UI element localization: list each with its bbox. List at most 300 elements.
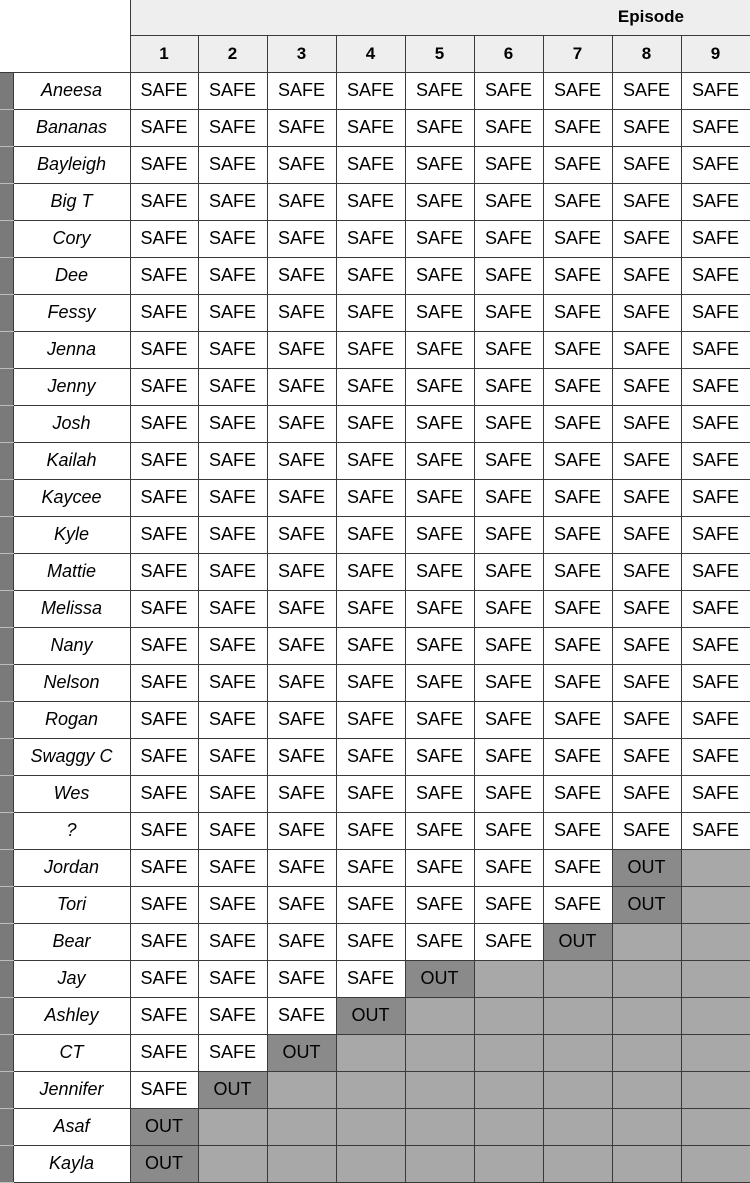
status-safe: SAFE xyxy=(474,775,543,812)
status-eliminated xyxy=(336,1145,405,1182)
status-eliminated xyxy=(336,1071,405,1108)
status-safe: SAFE xyxy=(543,183,612,220)
status-safe: SAFE xyxy=(405,516,474,553)
status-safe: SAFE xyxy=(474,220,543,257)
table-row xyxy=(0,257,750,294)
status-safe: SAFE xyxy=(336,479,405,516)
status-eliminated xyxy=(612,1108,681,1145)
status-safe: SAFE xyxy=(474,405,543,442)
status-safe: SAFE xyxy=(198,960,267,997)
status-safe: SAFE xyxy=(336,220,405,257)
status-safe: SAFE xyxy=(405,738,474,775)
contestant-color-bar xyxy=(0,627,13,664)
status-safe: SAFE xyxy=(198,738,267,775)
status-safe: SAFE xyxy=(612,146,681,183)
status-safe: SAFE xyxy=(612,812,681,849)
status-safe: SAFE xyxy=(267,812,336,849)
status-safe: SAFE xyxy=(198,775,267,812)
episode-number-7: 7 xyxy=(543,35,612,72)
status-safe: SAFE xyxy=(336,183,405,220)
table-row xyxy=(0,997,750,1034)
contestant-name: Dee xyxy=(13,257,130,294)
status-safe: SAFE xyxy=(612,627,681,664)
contestant-color-bar xyxy=(0,220,13,257)
status-safe: SAFE xyxy=(267,701,336,738)
status-safe: SAFE xyxy=(336,812,405,849)
status-safe: SAFE xyxy=(130,331,198,368)
status-safe: SAFE xyxy=(612,775,681,812)
status-safe: SAFE xyxy=(612,701,681,738)
status-eliminated xyxy=(612,1145,681,1182)
status-safe: SAFE xyxy=(336,590,405,627)
contestant-name: ? xyxy=(13,812,130,849)
status-safe: SAFE xyxy=(612,664,681,701)
status-safe: SAFE xyxy=(198,923,267,960)
contestant-color-bar xyxy=(0,775,13,812)
status-safe: SAFE xyxy=(130,183,198,220)
contestant-color-bar xyxy=(0,997,13,1034)
status-safe: SAFE xyxy=(336,923,405,960)
status-out: OUT xyxy=(612,886,681,923)
status-eliminated xyxy=(543,1034,612,1071)
episode-number-9: 9 xyxy=(681,35,750,72)
status-safe: SAFE xyxy=(198,294,267,331)
status-safe: SAFE xyxy=(543,72,612,109)
contestant-name: Asaf xyxy=(13,1108,130,1145)
status-safe: SAFE xyxy=(405,294,474,331)
status-safe: SAFE xyxy=(267,923,336,960)
status-out: OUT xyxy=(130,1145,198,1182)
status-safe: SAFE xyxy=(474,553,543,590)
contestant-color-bar xyxy=(0,405,13,442)
status-safe: SAFE xyxy=(336,886,405,923)
status-safe: SAFE xyxy=(474,516,543,553)
status-safe: SAFE xyxy=(267,368,336,405)
table-row xyxy=(0,627,750,664)
status-safe: SAFE xyxy=(267,775,336,812)
status-eliminated xyxy=(267,1108,336,1145)
status-eliminated xyxy=(198,1108,267,1145)
status-eliminated xyxy=(267,1145,336,1182)
contestant-name: Nelson xyxy=(13,664,130,701)
status-safe: SAFE xyxy=(130,701,198,738)
table-row xyxy=(0,701,750,738)
status-safe: SAFE xyxy=(130,146,198,183)
contestant-name: Josh xyxy=(13,405,130,442)
contestant-color-bar xyxy=(0,183,13,220)
status-safe: SAFE xyxy=(130,479,198,516)
table-row xyxy=(0,590,750,627)
table-row xyxy=(0,923,750,960)
status-eliminated xyxy=(681,1034,750,1071)
contestant-name: Jay xyxy=(13,960,130,997)
status-safe: SAFE xyxy=(130,294,198,331)
table-row xyxy=(0,775,750,812)
table-row xyxy=(0,72,750,109)
status-safe: SAFE xyxy=(612,479,681,516)
status-safe: SAFE xyxy=(198,997,267,1034)
contestant-color-bar xyxy=(0,1034,13,1071)
status-safe: SAFE xyxy=(198,590,267,627)
contestant-color-bar xyxy=(0,479,13,516)
status-eliminated xyxy=(474,1108,543,1145)
status-safe: SAFE xyxy=(681,627,750,664)
status-eliminated xyxy=(405,1145,474,1182)
contestant-color-bar xyxy=(0,368,13,405)
status-safe: SAFE xyxy=(474,294,543,331)
status-safe: SAFE xyxy=(130,627,198,664)
status-safe: SAFE xyxy=(267,183,336,220)
status-safe: SAFE xyxy=(336,109,405,146)
status-out: OUT xyxy=(405,960,474,997)
status-safe: SAFE xyxy=(543,886,612,923)
status-safe: SAFE xyxy=(198,220,267,257)
status-eliminated xyxy=(474,1071,543,1108)
status-safe: SAFE xyxy=(267,72,336,109)
status-safe: SAFE xyxy=(198,701,267,738)
status-eliminated xyxy=(267,1071,336,1108)
contestant-name: Rogan xyxy=(13,701,130,738)
status-out: OUT xyxy=(267,1034,336,1071)
contestant-color-bar xyxy=(0,442,13,479)
status-safe: SAFE xyxy=(474,627,543,664)
contestant-color-bar xyxy=(0,664,13,701)
status-safe: SAFE xyxy=(474,146,543,183)
status-safe: SAFE xyxy=(267,664,336,701)
table-row xyxy=(0,1034,750,1071)
contestant-name: Jenny xyxy=(13,368,130,405)
status-safe: SAFE xyxy=(130,960,198,997)
status-safe: SAFE xyxy=(543,479,612,516)
status-safe: SAFE xyxy=(130,1034,198,1071)
status-safe: SAFE xyxy=(336,664,405,701)
status-safe: SAFE xyxy=(543,701,612,738)
status-safe: SAFE xyxy=(681,294,750,331)
status-eliminated xyxy=(612,997,681,1034)
status-safe: SAFE xyxy=(543,627,612,664)
contestant-name: Jennifer xyxy=(13,1071,130,1108)
status-safe: SAFE xyxy=(543,220,612,257)
status-eliminated xyxy=(336,1108,405,1145)
table-row xyxy=(0,738,750,775)
status-safe: SAFE xyxy=(612,738,681,775)
status-safe: SAFE xyxy=(474,812,543,849)
status-safe: SAFE xyxy=(336,331,405,368)
status-safe: SAFE xyxy=(267,516,336,553)
status-safe: SAFE xyxy=(543,405,612,442)
status-safe: SAFE xyxy=(612,220,681,257)
status-safe: SAFE xyxy=(543,738,612,775)
status-safe: SAFE xyxy=(130,664,198,701)
status-safe: SAFE xyxy=(612,331,681,368)
contestant-color-bar xyxy=(0,701,13,738)
status-eliminated xyxy=(612,1034,681,1071)
contestant-name: Bayleigh xyxy=(13,146,130,183)
status-safe: SAFE xyxy=(198,405,267,442)
contestant-color-bar xyxy=(0,516,13,553)
contestant-color-bar xyxy=(0,849,13,886)
status-safe: SAFE xyxy=(198,442,267,479)
status-safe: SAFE xyxy=(405,257,474,294)
status-safe: SAFE xyxy=(543,849,612,886)
status-safe: SAFE xyxy=(130,109,198,146)
status-safe: SAFE xyxy=(267,220,336,257)
table-row xyxy=(0,812,750,849)
status-safe: SAFE xyxy=(543,664,612,701)
table-row xyxy=(0,516,750,553)
status-safe: SAFE xyxy=(612,516,681,553)
status-safe: SAFE xyxy=(198,331,267,368)
table-row xyxy=(0,109,750,146)
status-safe: SAFE xyxy=(198,183,267,220)
status-safe: SAFE xyxy=(336,849,405,886)
status-safe: SAFE xyxy=(543,812,612,849)
corner-cell xyxy=(0,0,130,72)
status-safe: SAFE xyxy=(681,553,750,590)
table-row xyxy=(0,294,750,331)
status-safe: SAFE xyxy=(405,183,474,220)
status-safe: SAFE xyxy=(474,664,543,701)
status-safe: SAFE xyxy=(336,405,405,442)
contestant-name: Nany xyxy=(13,627,130,664)
status-safe: SAFE xyxy=(474,590,543,627)
episode-number-1: 1 xyxy=(130,35,198,72)
status-safe: SAFE xyxy=(198,516,267,553)
status-safe: SAFE xyxy=(405,405,474,442)
status-eliminated xyxy=(474,1145,543,1182)
status-safe: SAFE xyxy=(612,442,681,479)
status-safe: SAFE xyxy=(198,368,267,405)
contestant-color-bar xyxy=(0,812,13,849)
contestant-name: Bananas xyxy=(13,109,130,146)
status-safe: SAFE xyxy=(612,257,681,294)
status-safe: SAFE xyxy=(267,479,336,516)
status-safe: SAFE xyxy=(130,442,198,479)
status-safe: SAFE xyxy=(130,997,198,1034)
status-safe: SAFE xyxy=(267,553,336,590)
status-safe: SAFE xyxy=(681,516,750,553)
status-safe: SAFE xyxy=(130,738,198,775)
status-safe: SAFE xyxy=(336,146,405,183)
status-safe: SAFE xyxy=(474,738,543,775)
status-safe: SAFE xyxy=(474,183,543,220)
status-safe: SAFE xyxy=(198,812,267,849)
status-safe: SAFE xyxy=(543,294,612,331)
status-safe: SAFE xyxy=(405,701,474,738)
contestant-color-bar xyxy=(0,1145,13,1182)
table-row xyxy=(0,886,750,923)
status-safe: SAFE xyxy=(612,72,681,109)
table-row xyxy=(0,664,750,701)
status-eliminated xyxy=(405,997,474,1034)
contestant-color-bar xyxy=(0,738,13,775)
status-safe: SAFE xyxy=(681,183,750,220)
status-eliminated xyxy=(336,1034,405,1071)
status-eliminated xyxy=(681,849,750,886)
status-safe: SAFE xyxy=(267,442,336,479)
status-safe: SAFE xyxy=(543,257,612,294)
status-eliminated xyxy=(405,1071,474,1108)
status-eliminated xyxy=(681,1108,750,1145)
status-eliminated xyxy=(543,1071,612,1108)
status-safe: SAFE xyxy=(130,775,198,812)
contestant-color-bar xyxy=(0,1108,13,1145)
status-safe: SAFE xyxy=(405,146,474,183)
status-safe: SAFE xyxy=(198,146,267,183)
contestant-color-bar xyxy=(0,257,13,294)
contestant-color-bar xyxy=(0,923,13,960)
status-safe: SAFE xyxy=(130,923,198,960)
status-safe: SAFE xyxy=(130,257,198,294)
episode-title-row xyxy=(0,0,750,35)
contestant-color-bar xyxy=(0,72,13,109)
contestant-name: Ashley xyxy=(13,997,130,1034)
status-safe: SAFE xyxy=(336,775,405,812)
status-eliminated xyxy=(612,923,681,960)
status-safe: SAFE xyxy=(543,368,612,405)
status-safe: SAFE xyxy=(336,442,405,479)
status-safe: SAFE xyxy=(130,1071,198,1108)
status-safe: SAFE xyxy=(130,849,198,886)
table-row xyxy=(0,1145,750,1182)
status-safe: SAFE xyxy=(681,368,750,405)
status-eliminated xyxy=(474,960,543,997)
status-safe: SAFE xyxy=(405,849,474,886)
status-eliminated xyxy=(198,1145,267,1182)
status-safe: SAFE xyxy=(336,72,405,109)
status-safe: SAFE xyxy=(681,405,750,442)
status-safe: SAFE xyxy=(336,516,405,553)
status-safe: SAFE xyxy=(336,701,405,738)
status-safe: SAFE xyxy=(612,109,681,146)
status-safe: SAFE xyxy=(267,886,336,923)
status-out: OUT xyxy=(612,849,681,886)
status-safe: SAFE xyxy=(474,701,543,738)
contestant-name: Jenna xyxy=(13,331,130,368)
status-safe: SAFE xyxy=(405,590,474,627)
status-safe: SAFE xyxy=(405,886,474,923)
episode-header: Episode xyxy=(130,0,750,35)
status-safe: SAFE xyxy=(405,368,474,405)
status-safe: SAFE xyxy=(336,960,405,997)
status-safe: SAFE xyxy=(405,331,474,368)
status-safe: SAFE xyxy=(267,627,336,664)
status-eliminated xyxy=(681,997,750,1034)
status-safe: SAFE xyxy=(543,590,612,627)
status-safe: SAFE xyxy=(474,368,543,405)
status-safe: SAFE xyxy=(474,257,543,294)
status-safe: SAFE xyxy=(130,405,198,442)
status-safe: SAFE xyxy=(267,257,336,294)
status-safe: SAFE xyxy=(198,72,267,109)
status-safe: SAFE xyxy=(543,442,612,479)
status-safe: SAFE xyxy=(612,405,681,442)
status-safe: SAFE xyxy=(681,109,750,146)
status-safe: SAFE xyxy=(681,442,750,479)
status-safe: SAFE xyxy=(405,553,474,590)
status-safe: SAFE xyxy=(681,146,750,183)
contestant-color-bar xyxy=(0,146,13,183)
status-safe: SAFE xyxy=(612,590,681,627)
status-safe: SAFE xyxy=(681,590,750,627)
status-safe: SAFE xyxy=(130,220,198,257)
status-safe: SAFE xyxy=(336,257,405,294)
status-safe: SAFE xyxy=(681,775,750,812)
contestant-color-bar xyxy=(0,1071,13,1108)
status-safe: SAFE xyxy=(130,368,198,405)
contestant-color-bar xyxy=(0,331,13,368)
status-safe: SAFE xyxy=(612,553,681,590)
status-safe: SAFE xyxy=(130,553,198,590)
status-safe: SAFE xyxy=(543,553,612,590)
contestant-color-bar xyxy=(0,960,13,997)
episode-number-8: 8 xyxy=(612,35,681,72)
status-eliminated xyxy=(543,1108,612,1145)
table-row xyxy=(0,849,750,886)
contestant-name: Bear xyxy=(13,923,130,960)
contestant-name: Big T xyxy=(13,183,130,220)
status-safe: SAFE xyxy=(474,331,543,368)
contestant-name: Fessy xyxy=(13,294,130,331)
status-eliminated xyxy=(474,1034,543,1071)
status-out: OUT xyxy=(198,1071,267,1108)
status-safe: SAFE xyxy=(130,812,198,849)
status-safe: SAFE xyxy=(474,849,543,886)
table-row xyxy=(0,1108,750,1145)
status-safe: SAFE xyxy=(405,479,474,516)
table-row xyxy=(0,220,750,257)
status-safe: SAFE xyxy=(405,442,474,479)
status-eliminated xyxy=(405,1034,474,1071)
status-safe: SAFE xyxy=(543,331,612,368)
contestant-name: Wes xyxy=(13,775,130,812)
contestant-rows xyxy=(0,72,750,1182)
status-safe: SAFE xyxy=(474,923,543,960)
status-safe: SAFE xyxy=(405,72,474,109)
status-safe: SAFE xyxy=(474,479,543,516)
contestant-name: CT xyxy=(13,1034,130,1071)
table-row xyxy=(0,479,750,516)
status-safe: SAFE xyxy=(198,849,267,886)
status-safe: SAFE xyxy=(267,590,336,627)
status-eliminated xyxy=(681,886,750,923)
table-row xyxy=(0,442,750,479)
status-safe: SAFE xyxy=(267,109,336,146)
status-safe: SAFE xyxy=(267,294,336,331)
table-row xyxy=(0,553,750,590)
status-safe: SAFE xyxy=(405,627,474,664)
table-row xyxy=(0,1071,750,1108)
status-safe: SAFE xyxy=(681,479,750,516)
status-eliminated xyxy=(681,960,750,997)
status-safe: SAFE xyxy=(612,183,681,220)
episode-number-5: 5 xyxy=(405,35,474,72)
status-safe: SAFE xyxy=(612,294,681,331)
status-safe: SAFE xyxy=(336,368,405,405)
table-row xyxy=(0,960,750,997)
status-safe: SAFE xyxy=(543,109,612,146)
contestant-name: Aneesa xyxy=(13,72,130,109)
status-safe: SAFE xyxy=(405,220,474,257)
table-row xyxy=(0,405,750,442)
contestant-color-bar xyxy=(0,294,13,331)
contestant-name: Kailah xyxy=(13,442,130,479)
status-eliminated xyxy=(681,1071,750,1108)
status-safe: SAFE xyxy=(405,664,474,701)
table-row xyxy=(0,331,750,368)
status-safe: SAFE xyxy=(681,331,750,368)
status-safe: SAFE xyxy=(198,627,267,664)
